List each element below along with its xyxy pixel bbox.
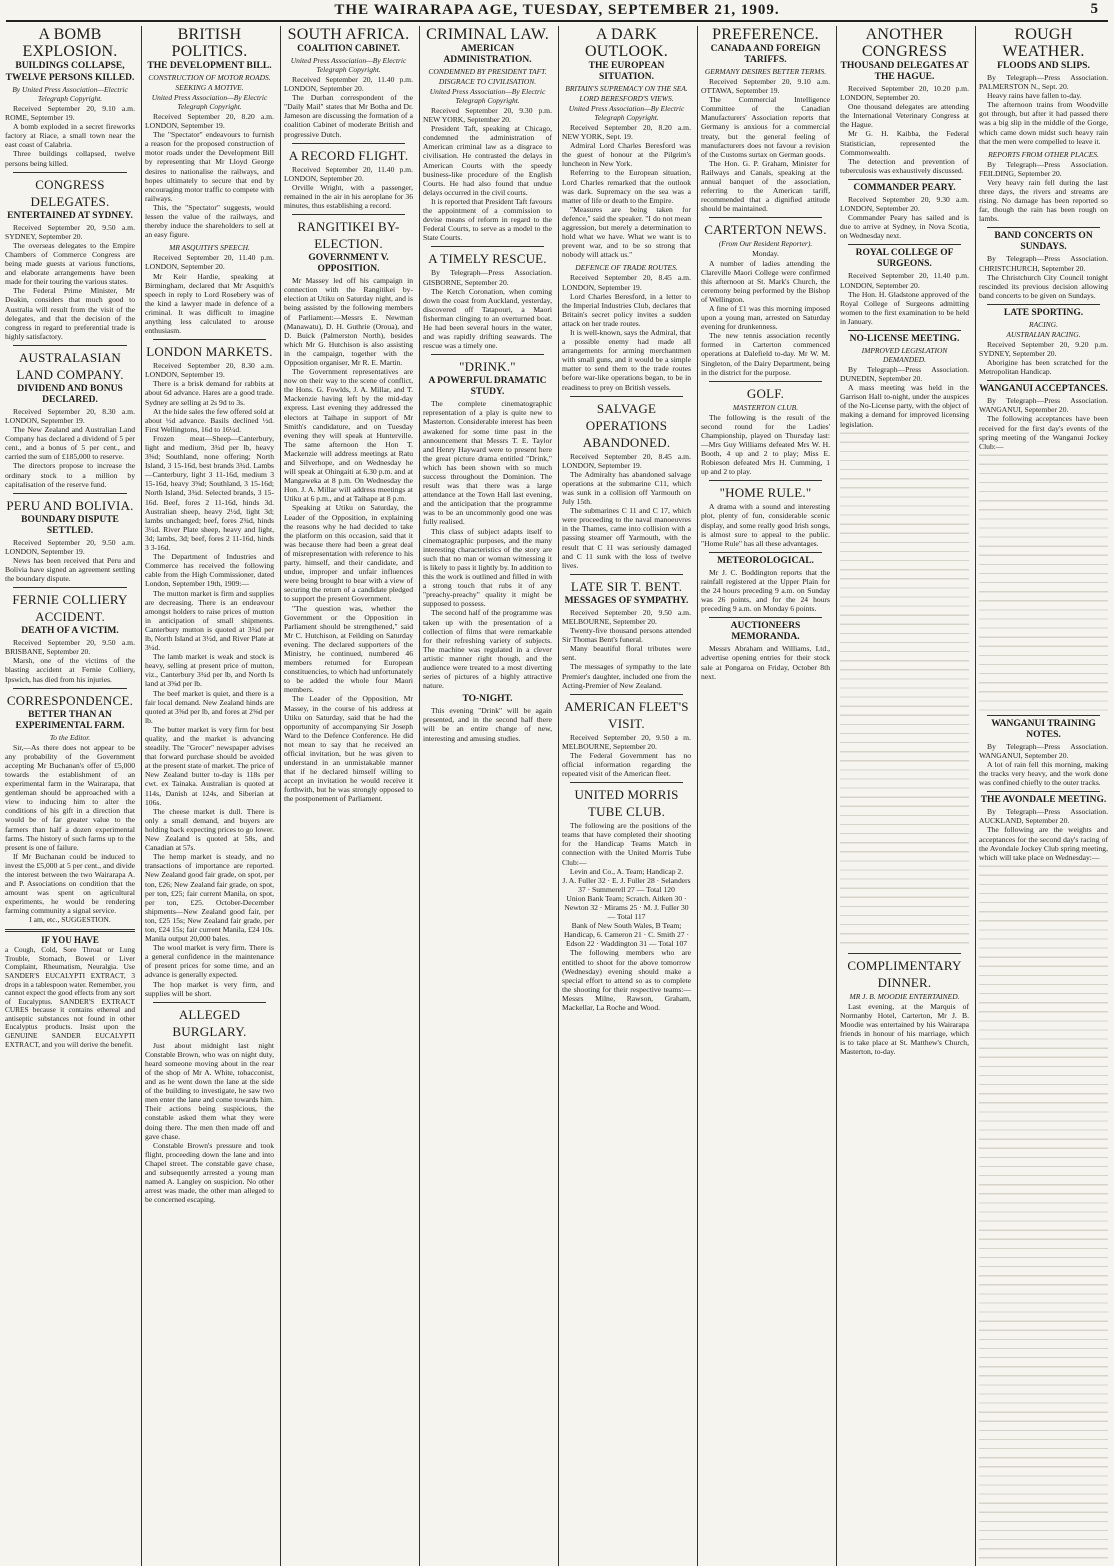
paragraph: Speaking at Utiku on Saturday, the Leader of the Opposition, in explaining the reasons why he had decided to take the platform on this occasion, said that it was because there had been a great deal of misrepresentation with reference to his party, himself, and their candidate, and undue, improper and unfair influences were being brought to bear with a view of securing the return of a candidate pledged to support the present Government. [284,503,413,604]
paragraph: Marsh, one of the victims of the blasting accident at Fernie Colliery, Ipswich, has died from his injuries. [5,656,135,684]
paragraph: The messages of sympathy to the late Premier's daughter, included one from the Acting-Premier of New Zealand. [562,662,691,690]
headline: PREFERENCE. [712,26,819,43]
headline: PERU AND BOLIVIA. [6,497,134,513]
credit-line: By United Press Association—Electric Telegraph Copyright. [12,85,128,103]
headline: UNITED MORRIS TUBE CLUB. [574,787,679,820]
headline: AMERICAN FLEET'S VISIT. [564,698,689,731]
dateline: By Telegraph—Press Association. AUCKLAND, September 20. [979,807,1108,826]
dateline: By Telegraph—Press Association. FEILDING, September 20. [979,159,1108,178]
paragraph: Just about midnight last night Constable Brown, who was on night duty, heard someone moving about in the rear of the shop of Mr A. White, tobacconist, and as he went down the lane at the side of the building to investigate, he saw two men enter the lane and come towards him. Their actions being suspicious, the constable asked them what they were doing there. The men then made off and gave chase. [145,1040,274,1141]
paragraph: Messrs Abraham and Williams, Ltd., advertise opening entries for their stock sale at Pongaroa on Friday, October 8th next. [701,644,830,681]
divider [709,217,822,218]
article-alleged-burglary [145,1006,274,1205]
paragraph: The New Zealand and Australian Land Company has declared a dividend of 5 per cent., and a bonus of 5 per cent., and carried the sum of £185,000 to reserve. [5,425,135,462]
article-rangitikei [284,218,413,803]
paragraph: Mr Keir Hardie, speaking at Birmingham, declared that Mr Asquith's speech in reply to Lord Rosebery was of the kind a lawyer made in defence of a criminal. It was difficult to imagine anything less calculated to arouse enthusiasm. [145,271,274,336]
dateline: Received September 20, 8.20 a.m. LONDON, September 19. [145,112,274,131]
subhead: IMPROVED LEGISLATION DEMANDED. [861,345,948,364]
dateline: By Telegraph—Press Association. PALMERSTON N., Sept. 20. [979,73,1108,92]
article-american-fleet [562,698,691,778]
subhead: REPORTS FROM OTHER PLACES. [988,149,1099,159]
signature: I am, etc., SUGGESTION. [29,915,111,925]
paragraph: Very heavy rain fell during the last three days, the rivers and streams are rising. No damage has been reported so far, though the rain has been rough on lambs. [979,177,1108,224]
subhead: GOVERNMENT V. OPPOSITION. [308,253,389,275]
article-another-congress [840,26,969,175]
headline: A TIMELY RESCUE. [428,251,547,267]
subhead: BETTER THAN AN EXPERIMENTAL FARM. [15,709,125,731]
headline: A BOMB EXPLOSION. [22,26,118,60]
article-auctioneers [701,621,830,680]
credit-line: United Press Association—By Electric Telegraph Copyright. [290,56,407,74]
headline: BRITISH POLITICS. [171,26,248,60]
article-correspondence [5,692,135,925]
dateline: Received September 20, 9.50 a.m. LONDON, September 19. [5,537,135,556]
paragraph: The detection and prevention of tuberculosis was exhaustively discussed. [840,156,969,175]
paragraph: The Durban correspondent of the "Daily Mail" states that Mr Botha and Dr. Jameson are discussing the formation of a coalition Cabinet of moderate British and progressive Dutch. [284,93,413,139]
paragraph: The afternoon trains from Woodville got through, but after it had passed there was a big slip in the middle of the Gorge, which came down midst such heavy rain that the men were compelled to leave it. [979,100,1108,146]
divider [709,617,822,618]
paragraph: This, the "Spectator" suggests, would lessen the value of the railways, and thereby induce the shareholders to sell at an easy figure. [145,202,274,240]
article-salvage [562,400,691,570]
headline: "HOME RULE." [719,485,812,501]
divider [5,929,135,932]
paragraph: The Federal Prime Minister, Mr Deakin, considers that much good to Australia will result from the visit of the delegates, and that the decision of the congress in regard to preferential trade is highly satisfactory. [5,286,135,341]
masthead [6,0,1108,22]
article-land-company [5,349,135,489]
paragraph: The submarines C 11 and C 17, which were proceeding to the naval manoeuvres in the Thames, came into collision with a passing steamer off Yarmouth, with the result that C 11 was seriously damaged and C 11 sunk with the loss of twelve lives. [562,506,691,570]
subhead: SEEKING A MOTIVE. [175,83,244,92]
divider [848,330,961,331]
paragraph: The following are the weights and acceptances for the second day's racing of the Avondale Jockey Club spring meeting, which will take place on Wednesday:— [979,825,1108,862]
article-tonight [423,694,552,742]
column-8 [975,26,1111,1566]
headline: GOLF. [746,385,785,401]
article-wanganui-training [979,719,1108,787]
dateline: Received September 20, 9.50 a m. MELBOURNE, September 20. [562,732,691,751]
team-scores: Bank of New South Wales, B Team; Handicap, 6. Cameron 21 · C. Smith 27 · Edson 22 · Waddington 31 — Total 107 [563,921,690,949]
credit-line: United Press Association—By Electric Telegraph Copyright. [151,93,268,111]
subhead: BOUNDARY DISPUTE SETTLED. [21,514,119,536]
dateline: Received September 20, 9.20 p.m. SYDNEY, September 20. [979,339,1108,358]
article-royal-college [840,248,969,326]
paragraph: A lot of rain fell this morning, making the tracks very heavy, and the work done was confined chiefly to the outer tracks. [979,760,1108,788]
paragraph: A number of ladies attending the Clareville Maori College were confirmed this afternoon at St. Mark's Church, the ceremony being performed by the Bishop of Wellington. [701,258,830,304]
subhead: TO-NIGHT. [462,694,513,705]
team-scores: J. A. Fuller 32 · E. J. Fuller 28 · Selanders 37 · Summerell 27 — Total 120 [562,875,691,894]
article-peru-bolivia [5,497,135,583]
paragraph: The following acceptances have been received for the first day's events of the spring meeting of the Wanganui Jockey Club:— [979,414,1108,451]
paragraph: The Ketch Coronation, when coming down the coast from Auckland, yesterday, discovered off Tatapouri, a Maori fisherman clinging to an overturned boat. He had been several hours in the water, and was rapidly drifting seawards. The rescue was a timely one. [423,286,552,351]
paragraph: The "Spectator" endeavours to furnish a reason for the proposed construction of motor roads under the Development Bill by representing that Mr Lloyd George desires to nationalise the railways, and hopes ultimately to secure that end by encouraging motor traffic to compete with railways. [145,130,274,203]
dateline: Received September 20, 9.10 a.m. OTTAWA, September 19. [701,77,830,96]
paragraph: Heavy rains have fallen to-day. [987,91,1082,101]
subhead: MESSAGES OF SYMPATHY. [564,595,689,606]
column-2 [141,26,277,1566]
article-commander-peary [840,183,969,240]
headline: RANGITIKEI BY-ELECTION. [297,219,400,252]
subhead: THE DEVELOPMENT BILL. [147,61,272,71]
paragraph: Mr Massey led off his campaign in connection with the Rangitikei by-election at Utiku on Saturday night, and is being assisted by the following members of Parliament:—Messrs E. Newman (Manawatu), D. H. Guthrie (Oroua), and D. Buick (Palmerston North), besides which Mr G. Hutchison is also assisting in the campaign, together with the Opposition organiser, Mr R. E. Martin. [284,276,413,367]
headline: LATE SIR T. BENT. [570,578,683,594]
headline: ANOTHER CONGRESS [861,26,948,60]
paragraph: It is reported that President Taft favours the appointment of a commission to devise means of reform in regard to the Federal Courts, to serve as a model to the State Courts. [423,196,552,243]
article-sir-t-bent [562,578,691,690]
headline: SOUTH AFRICA. [287,26,410,43]
divider [848,179,961,180]
article-british-politics [145,26,274,239]
subhead: GERMANY DESIRES BETTER TERMS. [704,67,827,76]
divider [570,574,683,575]
subhead: MASTERTON CLUB. [732,402,799,412]
subhead: AUCTIONEERS MEMORANDA. [730,621,801,643]
dateline: Received September 20, 8.45 a.m. LONDON, September 19. [562,273,691,292]
advert-heading: IF YOU HAVE [41,934,99,945]
paragraph: The Commercial Intelligence Committee of the Canadian Manufacturers' Association reports that Germany is anxious for a commercial treaty, but the general feeling of manufacturers does not favour a revision of the Customs surtax on German goods. [701,95,830,159]
dateline: Received September 20, 11.40 p.m. LONDON, September 20. [145,253,274,272]
divider [153,339,266,340]
dateline: Received September 20, 9.30 a.m. LONDON, September 20. [840,194,969,214]
paragraph: The complete cinematographic representation of a play is quite new to Masterton. Considerable interest has been awakened for some time past in the announcement that Messrs T. E. Taylor and Henry Hayward were to present here the great picture drama entitled "Drink," which has been shown with so much success throughout the Dominion. The result was that there was a large attendance at the Town Hall last evening, and the anticipation that the programme was to be an uncommonly good one was fully realised. [423,399,552,527]
headline: CARTERTON NEWS. [704,222,827,238]
subhead: THE EUROPEAN SITUATION. [588,61,665,82]
masthead-title: THE WAIRARAPA AGE, TUESDAY, SEPTEMBER 21, 1909. [334,1,780,18]
paragraph: The second half of the programme was taken up with the presentation of a collection of films that were remarkable for their refreshing variety of subjects. The machine was regulated in a clever artistic manner right though, and the audience were treated to a most diverting series of pictures of a highly attractive nature. [423,608,552,691]
paragraph: The Admiralty has abandoned salvage operations at the submarine C11, which was sunk in a collision off Yarmouth on July 15th. [562,469,691,507]
paragraph: The following are the positions of the teams that have completed their shooting for the Handicap Teams Match in connection with the United Morris Tube Club:— [562,821,691,867]
paragraph: Lord Charles Beresford, in a letter to the Imperial Industries Club, declares that Britain's secret policy invites a sudden attack on her trade routes. [562,291,691,328]
divider [570,396,683,397]
subhead: DEFENCE OF TRADE ROUTES. [575,263,678,273]
article-avondale-meeting [979,795,1108,1566]
paragraph: The Department of Industries and Commerce has received the following cable from the High Commissioner, dated London, September 19th, 1909:— [145,552,274,589]
divider [570,782,683,783]
column-7 [836,26,972,1566]
paragraph: The Hon. H. Gladstone approved of the Royal College of Surgeons admitting women to the first examination to be held in January. [840,289,969,326]
paragraph: At the hide sales the few offered sold at about ½d advance. Basils declined ½d. First Wellingtons, 16d to 16¼d. [145,406,274,434]
divider [987,715,1100,716]
dateline: By Telegraph—Press Association. WANGANUI, September 20. [979,396,1108,415]
article-trade-routes [562,263,691,391]
dateline: Received September 20, 8.30 a.m. LONDON, September 19. [5,406,135,425]
subhead: RACING. [1029,319,1058,329]
article-carterton-news [701,221,830,376]
article-golf [701,385,830,477]
subhead: MR ASQUITH'S SPEECH. [169,243,250,253]
headline: ALLEGED BURGLARY. [172,1006,247,1039]
paragraph: The wool market is very firm. There is a general confidence in the maintenance of present prices for some time, and an advance is generally expected. [145,943,274,980]
text-continuation [840,429,969,949]
divider [153,1002,266,1003]
subhead: BUILDINGS COLLAPSE, [15,61,125,71]
paragraph: Commander Peary has sailed and is due to arrive at Sydney, in Nova Scotia, on Wednesday next. [840,213,969,241]
paragraph: Many beautiful floral tributes were sent. [562,644,691,663]
divider [848,953,961,954]
headline: "DRINK." [459,359,516,375]
paragraph: Sir,—As there does not appear to be any probability of the Government accepting Mr Buchanan's offer of £5,000 towards the establishment of an experimental farm in the Wairarapa, that gentleman should be approached with a view to inducing him to alter the conditions of his gift in a direction that would be of far greater value to the farmers than half a dozen experimental farms. The history of such farms up to the present is one of failure. [5,742,135,852]
subhead: DEATH OF A VICTIM. [21,626,119,637]
paragraph: Three buildings collapsed, twelve persons being killed. [5,149,135,168]
article-asquith-speech [145,243,274,335]
subhead: MR J. B. MOODIE ENTERTAINED. [849,991,960,1001]
paragraph: A fine of £1 was this morning imposed upon a young man, arrested on Saturday evening for drunkenness. [701,303,830,332]
paragraph: If Mr Buchanan could be induced to invest the £5,000 at 5 per cent., and divide the interest between the two Wairarapa A. and P. Associations on condition that the amount was spent on agricultural experiments, he would be rendering farming community a signal service. [5,851,135,916]
subhead: TWELVE PERSONS KILLED. [5,73,135,83]
article-morris-tube [562,786,691,1012]
column-6 [697,26,833,1566]
columns [0,26,1114,1566]
subhead: NO-LICENSE MEETING. [849,333,960,344]
paragraph: The lamb market is weak and stock is heavy, selling at present price of mutton, viz., Canterbury 3¾d per lb, and North Is land at 3⅝d per lb. [145,652,274,689]
article-rough-weather [979,26,1108,146]
paragraph: The mutton market is firm and supplies are decreasing. There is an endeavour amongst holders to raise prices of mutton in anticipation of small shipments. Canterbury mutton is quoted at 3¾d per lb, North Island at 3½d, and River Plate at 3¼d. [145,588,274,653]
subhead: COMMANDER PEARY. [853,182,956,193]
subhead: AUSTRALIAN RACING. [1006,329,1081,339]
paragraph: Orville Wright, with a passenger, remained in the air in his aeroplane for 36 minutes, thus establishing a record. [284,182,413,211]
headline: FERNIE COLLIERY ACCIDENT. [12,592,128,625]
paragraph: One thousand delegates are attending the International Veterinary Congress at the Hague. [840,102,969,130]
paragraph: News has been received that Peru and Bolivia have signed an agreement settling the boundary dispute. [5,555,135,584]
dateline: By Telegraph—Press Association. CHRISTCHURCH, September 20. [979,254,1108,273]
paragraph: Constable Brown's pressure and took flight, proceeding down the lane and into Chapel street. The constable gave chase, and subsequently arrested a young man named A. Langley on suspicion. No other arrest was made, the other man alleged to be concerned escaping. [145,1140,274,1205]
paragraph: The following members who are entitled to shoot for the above tomorrow (Wednesday) evening should make a special effort to attend so as to complete the shooting for their respective teams:—Messrs Milne, Rawson, Graham, Mackellar, La Roche and Wood. [562,948,691,1013]
dateline: Received September 20, 8.45 a.m. LONDON, September 19. [562,451,691,470]
paragraph: The new tennis association recently formed in Carterton commenced operations at Dalefield to-day. Mr W. M. Singleton, of the Dairy Department, being in the district for the purpose. [701,331,830,377]
paragraph: Aborigine has been scratched for the Metropolitan Handicap. [979,358,1108,377]
dateline: Monday. [752,249,779,259]
divider [431,354,544,355]
dateline: Received September 20, 9.30 p.m. NEW YORK, September 20. [423,106,552,125]
headline: COMPLIMENTARY DINNER. [847,957,962,990]
divider [13,493,127,494]
article-london-markets [145,343,274,998]
dateline: By Telegraph—Press Association. DUNEDIN, September 20. [840,364,969,384]
article-timely-rescue [423,250,552,350]
column-4 [419,26,555,1566]
headline: SALVAGE OPERATIONS ABANDONED. [582,400,671,450]
divider [13,172,127,173]
paragraph: Last evening, at the Marquis of Normanby Hotel, Carterton, Mr J. B. Moodie was entertained by his Wairarapa friends in honour of his marriage, which is to take place at St. Matthew's Church, Masterton, to-day. [840,1001,969,1057]
article-band-concerts [979,231,1108,299]
advert-text: a Cough, Cold, Sore Throat or Lung Trouble, Stomach, Bowel or Liver Complaint, Rheumatism, Neuralgia. Use SANDER'S EUCALYPTI EXTRACT, 3 drops in a tablespoon water. Remember, you cannot expect the good effects from any sort of Eucalyptus. SANDER'S EXTRACT CURES because it contains ethereal and antiseptic substances not found in other Eucalyptus products. Insist upon the GENUINE SANDER EUCALYPTI EXTRACT, and you will derive the benefit. [5,945,135,1049]
paragraph: The beef market is quiet, and there is a fair local demand. New Zealand hinds are quoted at 3⅝d per lb, and fores at 2⅝d per lb. [145,688,274,725]
paragraph: Mr J. C. Boddington reports that the rainfall registered at the Upper Plain for the 24 hours preceding 9 a.m. on Sunday was 26 points, and for the 24 hours preceding 9 a.m. on Monday 6 points. [701,567,830,614]
article-late-sporting [979,308,1108,376]
salutation: To the Editor. [49,732,91,742]
paragraph: "Measures are being taken for defence," said the speaker. "I do not mean aggression, but merely a determination to hold what we have. What we want is to prevent war, and to be so strong that nobody will attack us." [562,204,691,260]
team-heading: Levin and Co., A. Team; Handicap 2. [569,866,684,876]
paragraph: This evening "Drink" will be again presented, and in the second half there will be an entire change of new, interesting and amusing studies. [423,706,552,743]
paragraph: The following is the result of the second round for the Ladies' Championship, played on Thursday last:—Mrs Guy Williams defeated Mrs W. H. Booth, 4 up and 2 to play; Miss E. Robieson defeated Mrs H. Cumming, 1 up and 2 to play. [701,412,830,477]
subhead: AMERICAN ADMINISTRATION. [443,44,532,65]
subhead: WANGANUI ACCEPTANCES. [979,384,1108,395]
subhead: WANGANUI TRAINING NOTES. [991,718,1096,740]
page-number: 5 [1090,1,1098,17]
divider [709,381,822,382]
subhead: A POWERFUL DRAMATIC STUDY. [428,376,547,398]
dateline: Received September 20, 9.50 a.m. BRISBANE, September 20. [5,638,135,657]
subhead: ROYAL COLLEGE OF SURGEONS. [855,248,954,270]
paragraph: The hemp market is steady, and no transactions of importance are reported. New Zealand good fair grade, on spot, per ton, £26; New Zealand fair grade, on spot, per ton, £25; fair current Manila, on spot, per ton, £25. October-December shipments—New Zealand good fair, per ton, £25 15s; New Zealand fair grade, per ton, £24 15s; fair current Manila, £24 10s. Manila output 20,000 bales. [145,852,274,944]
divider [292,214,405,215]
dateline: By Telegraph—Press Association. WANGANUI, September 20. [979,741,1108,760]
subhead: THOUSAND DELEGATES AT THE HAGUE. [840,61,969,82]
headline: AUSTRALASIAN LAND COMPANY. [16,349,124,382]
divider [292,143,405,144]
paragraph: Admiral Lord Charles Beresford was the guest of honour at the Pilgrim's luncheon in New York. [562,141,691,169]
dateline: Received September 20, 11.40 p.m. LONDON, September 20. [284,75,413,94]
subhead: LORD BERESFORD'S VIEWS. [579,94,674,103]
article-congress-delegates [5,176,135,341]
column-5 [558,26,694,1566]
column-1 [2,26,138,1566]
paragraph: A mass meeting was held in the Garrison Hall to-night, under the auspices of the No-License party, with the object of making a demand for improved licensing legislation. [840,383,969,429]
column-3 [280,26,416,1566]
paragraph: The Christchurch City Council tonight rescinded its previous decision allowing band concerts to be given on Sundays. [979,272,1108,300]
dateline: Received September 20, 8.30 a.m. LONDON, September 19. [145,361,274,380]
divider [987,380,1100,381]
subhead: CONSTRUCTION OF MOTOR ROADS. [148,73,271,82]
subhead: FLOODS AND SLIPS. [997,61,1090,71]
divider [709,552,822,553]
article-home-rule [701,484,830,547]
paragraph: It is well-known, says the Admiral, that a possible enemy had made all arrangements for arming merchantmen with small guns, and it would be a simple matter to send them to the trade routes before war-like operations began, to be in readiness to prey on British vessels. [562,327,691,392]
paragraph: The cheese market is dull. There is only a small demand, and buyers are holding back expecting prices to go lower. New Zealand is quoted at 58s, and Canadian at 57s. [145,806,274,853]
paragraph: "The question was, whether the Government or the Opposition in Parliament should be strengthened," said Mr C. Hutchison, at Feilding on Saturday evening. The declared supporters of the Ministry, he continued, numbered 46 members returned for European constituencies, to which had unfortunately to be added the whole four Maori members. [284,603,413,695]
article-record-flight [284,147,413,210]
text-continuation [979,862,1108,1566]
subhead: BRITAIN'S SUPREMACY ON THE SEA. [565,84,688,93]
headline: A RECORD FLIGHT. [288,147,409,163]
headline: LONDON MARKETS. [146,344,273,360]
credit-line: United Press Association—By Electric Telegraph Copyright. [429,87,546,105]
article-south-africa [284,26,413,139]
article-complimentary-dinner [840,957,969,1057]
paragraph: This class of subject adapts itself to cinematographic purposes, and the many interesting characteristics of the story are such that no man or woman witnessing it is likely to pass it lightly by. In addition to this the work is outlined and filled in with a strong touch that rubs it of any "preachy-preachy" quality it might be supposed to possess. [423,526,552,609]
divider [13,345,127,346]
article-dark-outlook [562,26,691,259]
dateline: Received September 20, 8.20 a.m. NEW YORK, Sept. 19. [562,123,691,142]
team-scores: Union Bank Team; Scratch. Aitken 30 · Newton 32 · Mirams 25 · M. J. Fuller 30 — Total 117 [564,893,689,922]
subhead: THE AVONDALE MEETING. [980,795,1107,806]
paragraph: The overseas delegates to the Empire Chambers of Commerce Congress are being made guests at various functions, and elaborate arrangements have been made for their touring the various states. [5,240,135,287]
paragraph: The butter market is very firm for best quality, and the market is advancing steadily. The "Grocer" newspaper advises that forward purchase should be avoided at the present state of market. The price of New Zealand butter to-day is 118s per cwt. ex Tainaka. Australian is quoted at 114s, Danish at 124s, and Siberian at 106s. [145,724,274,807]
paragraph: President Taft, speaking at Chicago, condemned the administration of American criminal law as a disgrace to civilisation. He contrasted the delays in American Courts with the speedy business-like procedure of the English Courts. He had also found that undue delays occurred in the civil courts. [423,124,552,197]
subhead: COALITION CABINET. [297,44,400,54]
headline: CONGRESS DELEGATES. [30,176,110,209]
paragraph: Frozen meat—Sheep—Canterbury, light and medium, 3¾d per lb, heavy 3⅝d; Southland, none offering; North Island, 3 15-16d, best brands 3¾d. Lambs—Canterbury, light 3 11-16d, medium 3 15-16d, heavy 3⅝d; Southland, 3 15-16d; North Island, 3¾d. Selected brands, 3 15-16d. Beef, fores 2 11-16d, hinds 3d. Australian sheep, heavy 2½d, light 3d; lambs unchanged; beef, fores 2¾d, hinds 3¼d. River Plate sheep, heavy and light, 3d; lambs, 3d; beef, fores 2 11-16d, hinds 3 3-16d. [145,433,274,553]
divider [13,587,127,588]
headline: A DARK OUTLOOK. [585,26,668,60]
divider [709,480,822,481]
divider [848,244,961,245]
divider [987,304,1100,305]
subhead: DISGRACE TO CIVILISATION. [438,77,537,86]
dateline: Received September 20, 11.40 p.m. LONDON, September 20. [284,164,413,183]
article-bomb-explosion [5,26,135,168]
paragraph: Referring to the European situation, Lord Charles remarked that the outlook was dark. Supremacy on the sea was a matter of life or death to the Empire. [562,168,691,205]
article-no-license [840,334,969,949]
subhead: CONDEMNED BY PRESIDENT TAFT. [428,67,547,76]
paragraph: The Hon. G. P. Graham, Minister for Railways and Canals, speaking at the annual banquet of the association, referring to the American tariff, recommended that a dignified attitude should be maintained. [701,158,830,214]
paragraph: The Federal Government has no official information regarding the repeated visit of the American fleet. [562,750,691,779]
advertisement-sanders-extract [5,936,135,1050]
dateline: By Telegraph—Press Association. GISBORNE, September 20. [423,268,552,287]
divider [987,791,1100,792]
credit-line: United Press Association—By Electric Telegraph Copyright. [568,104,685,122]
subhead: BAND CONCERTS ON SUNDAYS. [994,231,1093,253]
subhead: METEOROLOGICAL. [717,555,814,566]
divider [987,227,1100,228]
divider [570,694,683,695]
article-criminal-law [423,26,552,242]
article-meteorological [701,556,830,613]
paragraph: A bomb exploded in a secret fireworks factory at Riace, a small town near the east coast of Calabria. [5,122,135,150]
dateline: Received September 20, 9.10 a.m. ROME, September 19. [5,104,135,123]
headline: CORRESPONDENCE. [6,692,134,708]
dateline: Received September 20, 9.50 a.m. MELBOURNE, September 20. [562,607,691,626]
paragraph: The Leader of the Opposition, Mr Massey, in the course of his address at Utiku on Saturday, said that he had the opportunity of accompanying Sir Joseph Ward to the Defence Conference. He did not mean to say that he received an official invitation, but he was given to understand in an unmistakable manner that if he declared himself willing to accept an invitation he would receive it forthwith, but he was strongly opposed to the postponement of Parliament. [284,694,413,804]
subhead: LATE SPORTING. [1003,307,1084,318]
subhead: DIVIDEND AND BONUS DECLARED. [17,383,123,405]
divider [13,688,127,689]
subhead: CANADA AND FOREIGN TARIFFS. [710,44,821,65]
subhead: ENTERTAINED AT SYDNEY. [7,210,133,221]
article-drink [423,358,552,690]
article-fernie-colliery [5,591,135,683]
divider [431,246,544,247]
article-wanganui-acceptances [979,384,1108,711]
article-preference [701,26,830,213]
headline: CRIMINAL LAW. [426,26,549,43]
paragraph: The hop market is very firm, and supplies will be short. [145,979,274,998]
headline: ROUGH WEATHER. [1002,26,1085,60]
paragraph: The directors propose to increase the ordinary stock to a million by capitalisation of the reserve fund. [5,461,135,489]
byline: (From Our Resident Reporter). [718,239,813,249]
dateline: Received September 20, 9.50 a.m. SYDNEY, September 20. [5,222,135,241]
paragraph: There is a brisk demand for rabbits at about 6d advance. Hares are a good trade. Sydney are selling at 2s 9d to 3s. [145,379,274,407]
text-continuation [979,451,1108,711]
paragraph: A drama with a sound and interesting plot, plenty of fun, considerable scenic display, and some really good Irish songs, is almost sure to appeal to the public. "Home Rule" has all these advantages. [701,502,830,548]
article-other-places [979,150,1108,224]
dateline: Received September 20, 10.20 p.m. LONDON, September 20. [840,84,969,103]
paragraph: The Government representatives are now on their way to the scene of conflict, the Hons. G. Fowlds, J. A. Millar, and T. Mackenzie having left by the mid-day express. Last evening they addressed the electors at Taihape in support of Mr Smith's candidature, and on Tuesday evening they will speak at Hunterville. The same afternoon the Hon T. Mackenzie will address meetings at Ratu and Silverhope, and on Wednesday he will speak at Ohingaiti at 6.30 p.m. and at Mangaweka at 8 p.m. On Wednesday the Hon. J. A. Millar will address meetings at Utiku at 6 p.m., and at Taihape at 8 p.m. [284,367,413,504]
dateline: Received September 20, 11.40 p.m. LONDON, September 20. [840,271,969,290]
paragraph: Mr G. H. Kaibba, the Federal Statistician, represented the Commonwealth. [840,129,969,157]
paragraph: Twenty-five thousand persons attended Sir Thomas Bent's funeral. [562,626,691,645]
